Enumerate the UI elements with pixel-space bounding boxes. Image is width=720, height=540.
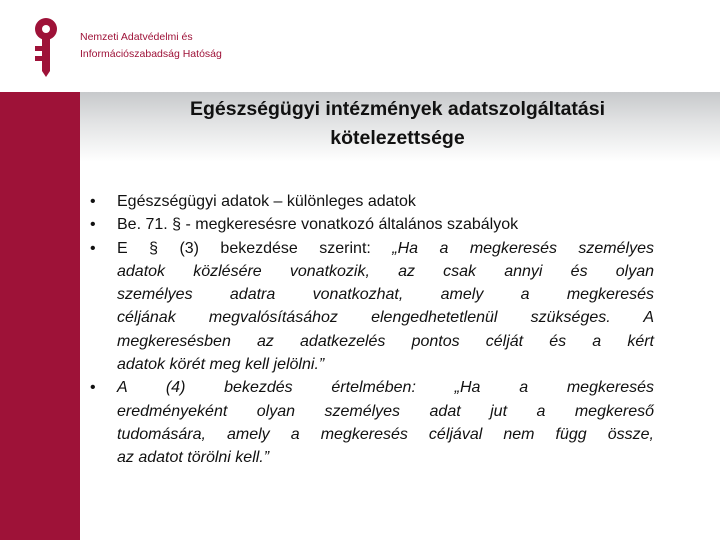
- quote-line: tudomására, amely a megkeresés céljával nem függ össze,: [117, 425, 654, 443]
- slide-title: [105, 95, 690, 153]
- bullet-lead-text: E § (3) bekezdése szerint:: [117, 239, 371, 257]
- bullet-marker: •: [90, 216, 96, 234]
- slide-title-line-1: Egészségügyi intézmények adatszolgáltatási: [189, 98, 606, 120]
- quote-line: céljának megvalósításához elengedhetetlenül szükséges. A: [117, 309, 654, 327]
- bullet-item-4: [90, 376, 654, 469]
- bullet-marker: •: [90, 239, 96, 257]
- bullet-list: [90, 190, 654, 470]
- quote-line: adatok körét meg kell jelölni.”: [117, 356, 325, 374]
- bullet-marker: •: [90, 379, 96, 397]
- quote-line: A (4) bekezdés értelmében: „Ha a megkeresés: [117, 379, 654, 397]
- sidebar-accent-bar: [0, 92, 80, 540]
- quote-line: adatok közlésére vonatkozik, az csak annyi és olyan: [117, 262, 654, 280]
- quote-text: „Ha a megkeresés személyes: [392, 239, 654, 257]
- quote-line: eredményeként olyan személyes adat jut a megkereső: [117, 402, 654, 420]
- bullet-line: [117, 237, 654, 260]
- organization-name-line-1: Nemzeti Adatvédelmi és: [80, 31, 193, 43]
- bullet-item-2: [90, 213, 654, 236]
- bullet-text: Be. 71. § - megkeresésre vonatkozó általános szabályok: [117, 216, 519, 234]
- quote-line: megkeresésben az adatkezelés pontos célját és a kért: [117, 332, 654, 350]
- organization-name: [80, 29, 222, 63]
- key-logo-icon: [26, 16, 66, 78]
- slide-title-line-2: kötelezettsége: [330, 127, 465, 149]
- bullet-item-1: [90, 190, 654, 213]
- quote-line: az adatot törölni kell.”: [117, 449, 270, 467]
- bullet-item-3: [90, 237, 654, 377]
- bullet-text: Egészségügyi adatok – különleges adatok: [117, 193, 416, 210]
- organization-name-line-2: Információszabadság Hatóság: [80, 48, 222, 60]
- bullet-marker: •: [90, 193, 96, 210]
- quote-line: személyes adatra vonatkozhat, amely a megkeresés: [117, 286, 654, 304]
